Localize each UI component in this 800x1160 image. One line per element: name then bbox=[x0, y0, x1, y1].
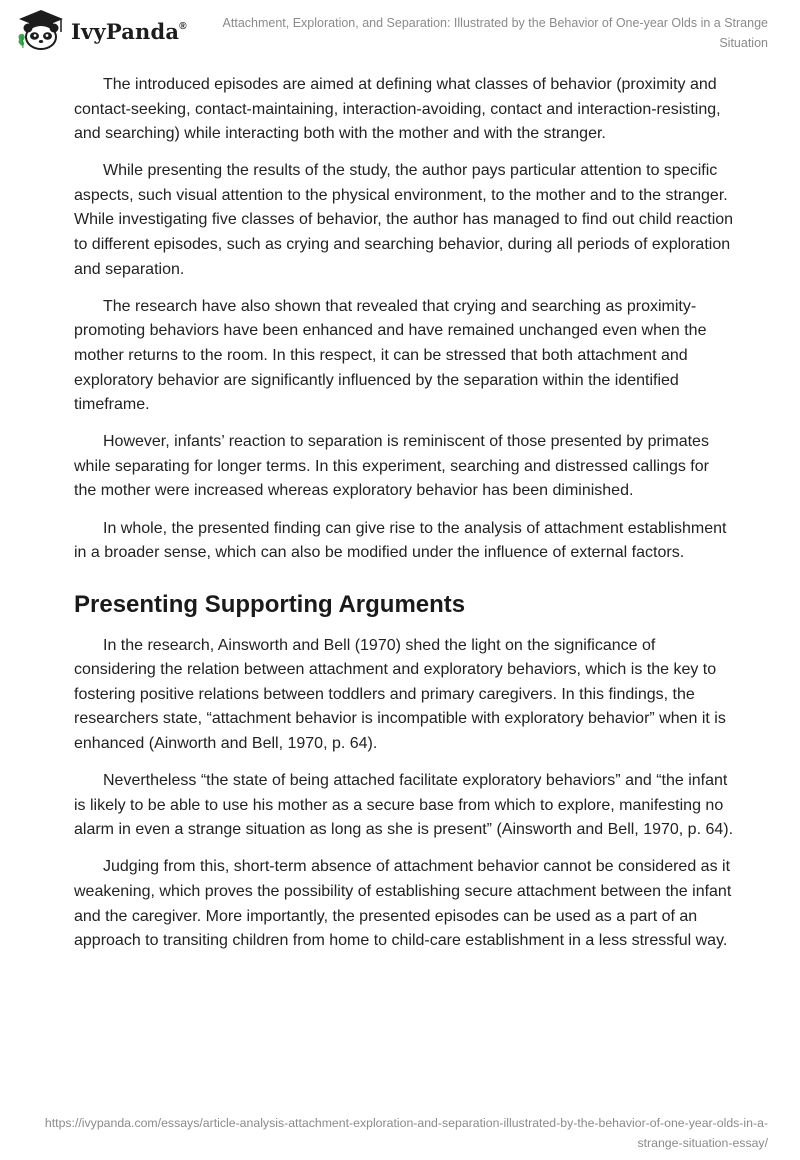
document-title: Attachment, Exploration, and Separation: Illustrated by the Behavior of One-year Olds in a Strange Situation bbox=[222, 16, 768, 50]
page-header bbox=[0, 0, 800, 60]
paragraph: While presenting the results of the study, the author pays particular attention to specific aspects, such visual attention to the physical environment, to the mother and to the stranger. While investigating five classes of behavior, the author has managed to find out child reaction to different episodes, such as crying and searching behavior, during all periods of exploration and separation. bbox=[74, 162, 734, 278]
logo-wordmark: IvyPanda® bbox=[71, 18, 187, 44]
section-heading: Presenting Supporting Arguments bbox=[74, 590, 466, 618]
paragraph: The introduced episodes are aimed at defining what classes of behavior (proximity and contact-seeking, contact-maintaining, interaction-avoiding, contact and interaction-resisting, and searching) while interacting both with the mother and with the stranger. bbox=[74, 76, 721, 143]
essay-content bbox=[74, 73, 734, 966]
ivypanda-logo[interactable] bbox=[17, 8, 187, 50]
paragraph: In whole, the presented finding can give rise to the analysis of attachment establishment in a broader sense, which can also be modified under the influence of external factors. bbox=[74, 519, 727, 562]
paragraph: In the research, Ainsworth and Bell (1970) shed the light on the significance of considering the relation between attachment and exploratory behaviors, which is the key to fostering positive relations between toddlers and primary caregivers. In this findings, the researchers state, “attachment behavior is incompatible with exploratory behavior” when it is enhanced (Ainworth and Bell, 1970, p. 64). bbox=[74, 636, 726, 753]
paragraph: The research have also shown that revealed that crying and searching as proximity-promoting behaviors have been enhanced and have remained unchanged even when the mother returns to the room. In this respect, it can be stressed that both attachment and exploratory behavior are significantly influenced by the separation within the identified timeframe. bbox=[74, 297, 707, 414]
panda-graduate-icon bbox=[17, 8, 65, 50]
paragraph: Nevertheless “the state of being attached facilitate exploratory behaviors” and “the infant is likely to be able to use his mother as a secure base from which to explore, manifesting no alarm in even a strange situation as long as she is present” (Ainsworth and Bell, 1970, p. 64). bbox=[74, 772, 734, 839]
paragraph: However, infants’ reaction to separation is reminiscent of those presented by primates while separating for longer terms. In this experiment, searching and distressed callings for the mother were increased whereas exploratory behavior has been diminished. bbox=[74, 433, 709, 500]
source-url[interactable]: https://ivypanda.com/essays/article-analysis-attachment-exploration-and-separation-illustrated-by-the-behavior-of-one-year-olds-in-a-strange-situation-essay/ bbox=[44, 1116, 768, 1150]
paragraph: Judging from this, short-term absence of attachment behavior cannot be considered as it weakening, which proves the possibility of establishing secure attachment between the infant and the caregiver. More importantly, the presented episodes can be used as a part of an approach to transiting children from home to child-care establishment in a less stressful way. bbox=[74, 858, 732, 950]
